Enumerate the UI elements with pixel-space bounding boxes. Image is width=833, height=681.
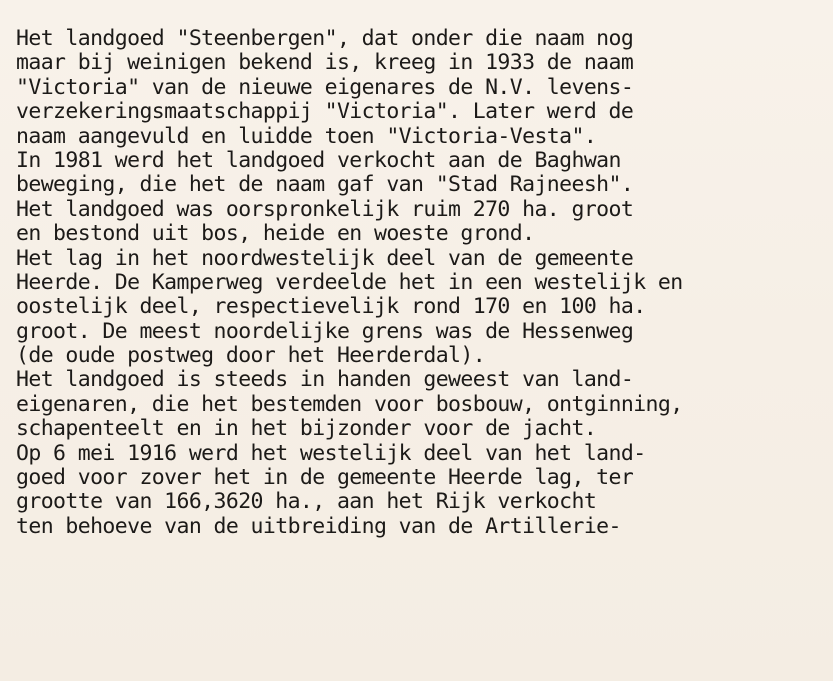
text-line-20: grootte van 166,3620 ha., aan het Rijk verkocht (16, 489, 597, 515)
text-line-6: In 1981 werd het landgoed verkocht aan de Baghwan (16, 147, 621, 173)
text-line-19: goed voor zover het in de gemeente Heerde lag, ter (16, 465, 634, 491)
text-line-1: Het landgoed "Steenbergen", dat onder die naam nog (16, 26, 634, 51)
text-line-17: schapenteelt en in het bijzonder voor de jacht. (16, 416, 597, 442)
text-line-8: Het landgoed was oorspronkelijk ruim 270 ha. groot (16, 196, 634, 222)
text-line-9: en bestond uit bos, heide en woeste grond. (16, 221, 535, 247)
text-line-12: oostelijk deel, respectievelijk rond 170 en 100 ha. (16, 294, 646, 320)
text-line-13: groot. De meest noordelijke grens was de Hessenweg (16, 318, 634, 344)
text-line-7: beweging, die het de naam gaf van "Stad Rajneesh". (16, 172, 634, 198)
text-line-4: verzekeringsmaatschappij "Victoria". Later werd de (16, 99, 634, 125)
text-line-14: (de oude postweg door het Heerderdal). (16, 343, 486, 369)
text-line-3: "Victoria" van de nieuwe eigenares de N.V. levens- (16, 74, 634, 100)
typed-text-block (16, 27, 828, 539)
text-line-15: Het landgoed is steeds in handen geweest van land- (16, 367, 634, 393)
text-line-2: maar bij weinigen bekend is, kreeg in 1933 de naam (16, 50, 634, 76)
text-line-5: naam aangevuld en luidde toen "Victoria-Vesta". (16, 123, 597, 149)
text-line-10: Het lag in het noordwestelijk deel van de gemeente (16, 245, 634, 271)
text-line-21: ten behoeve van de uitbreiding van de Artillerie- (16, 513, 621, 539)
text-line-18: Op 6 mei 1916 werd het westelijk deel van het land- (16, 440, 646, 466)
text-line-16: eigenaren, die het bestemden voor bosbouw, ontginning, (16, 391, 683, 417)
text-line-11: Heerde. De Kamperweg verdeelde het in een westelijk en (16, 269, 683, 295)
